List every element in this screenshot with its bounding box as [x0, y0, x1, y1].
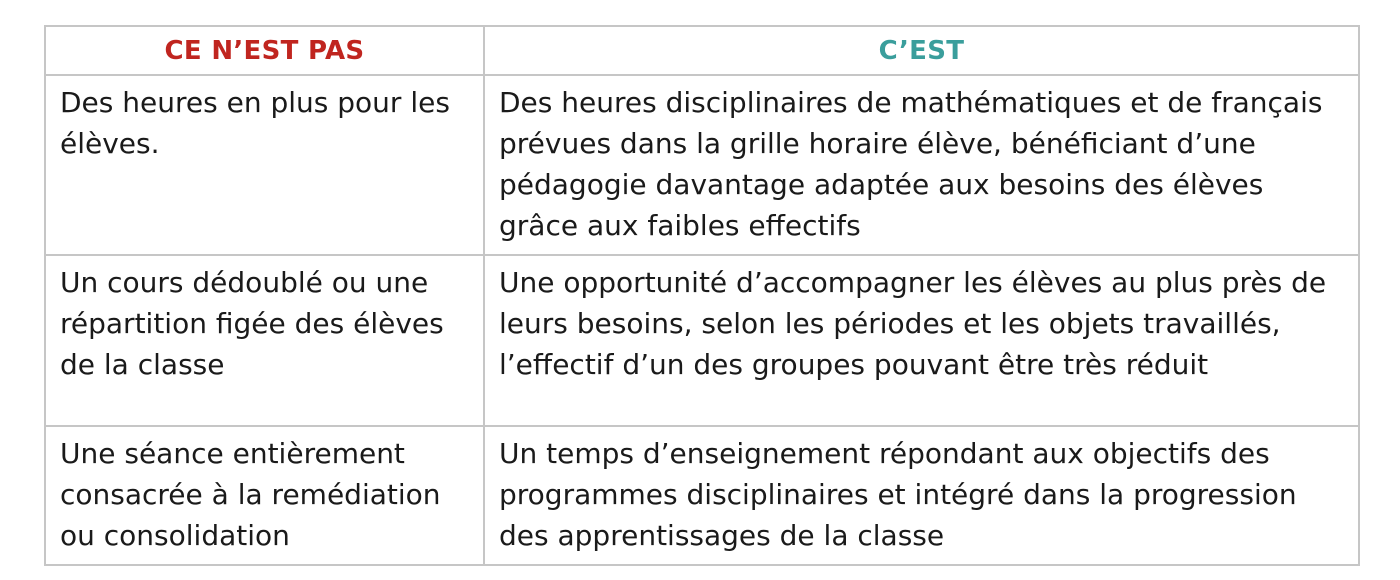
cell-not: Une séance entièrement consacrée à la remédiation ou consolidation	[45, 426, 484, 565]
table-header-row	[45, 26, 1359, 75]
cell-not: Des heures en plus pour les élèves.	[45, 75, 484, 255]
comparison-table-container	[44, 25, 1358, 566]
header-cest: C’EST	[484, 26, 1359, 75]
table-row	[45, 255, 1359, 426]
table-row	[45, 426, 1359, 565]
cell-is: Des heures disciplinaires de mathématiques et de français prévues dans la grille horaire élève, bénéficiant d’une pédagogie davantage adaptée aux besoins des élèves grâce aux faibles effectifs	[484, 75, 1359, 255]
comparison-table	[44, 25, 1360, 566]
cell-not: Un cours dédoublé ou une répartition figée des élèves de la classe	[45, 255, 484, 426]
cell-is: Une opportunité d’accompagner les élèves au plus près de leurs besoins, selon les périodes et les objets travaillés, l’effectif d’un des groupes pouvant être très réduit	[484, 255, 1359, 426]
header-ce-nest-pas: CE N’EST PAS	[45, 26, 484, 75]
table-row	[45, 75, 1359, 255]
cell-is: Un temps d’enseignement répondant aux objectifs des programmes disciplinaires et intégré dans la progression des apprentissages de la classe	[484, 426, 1359, 565]
